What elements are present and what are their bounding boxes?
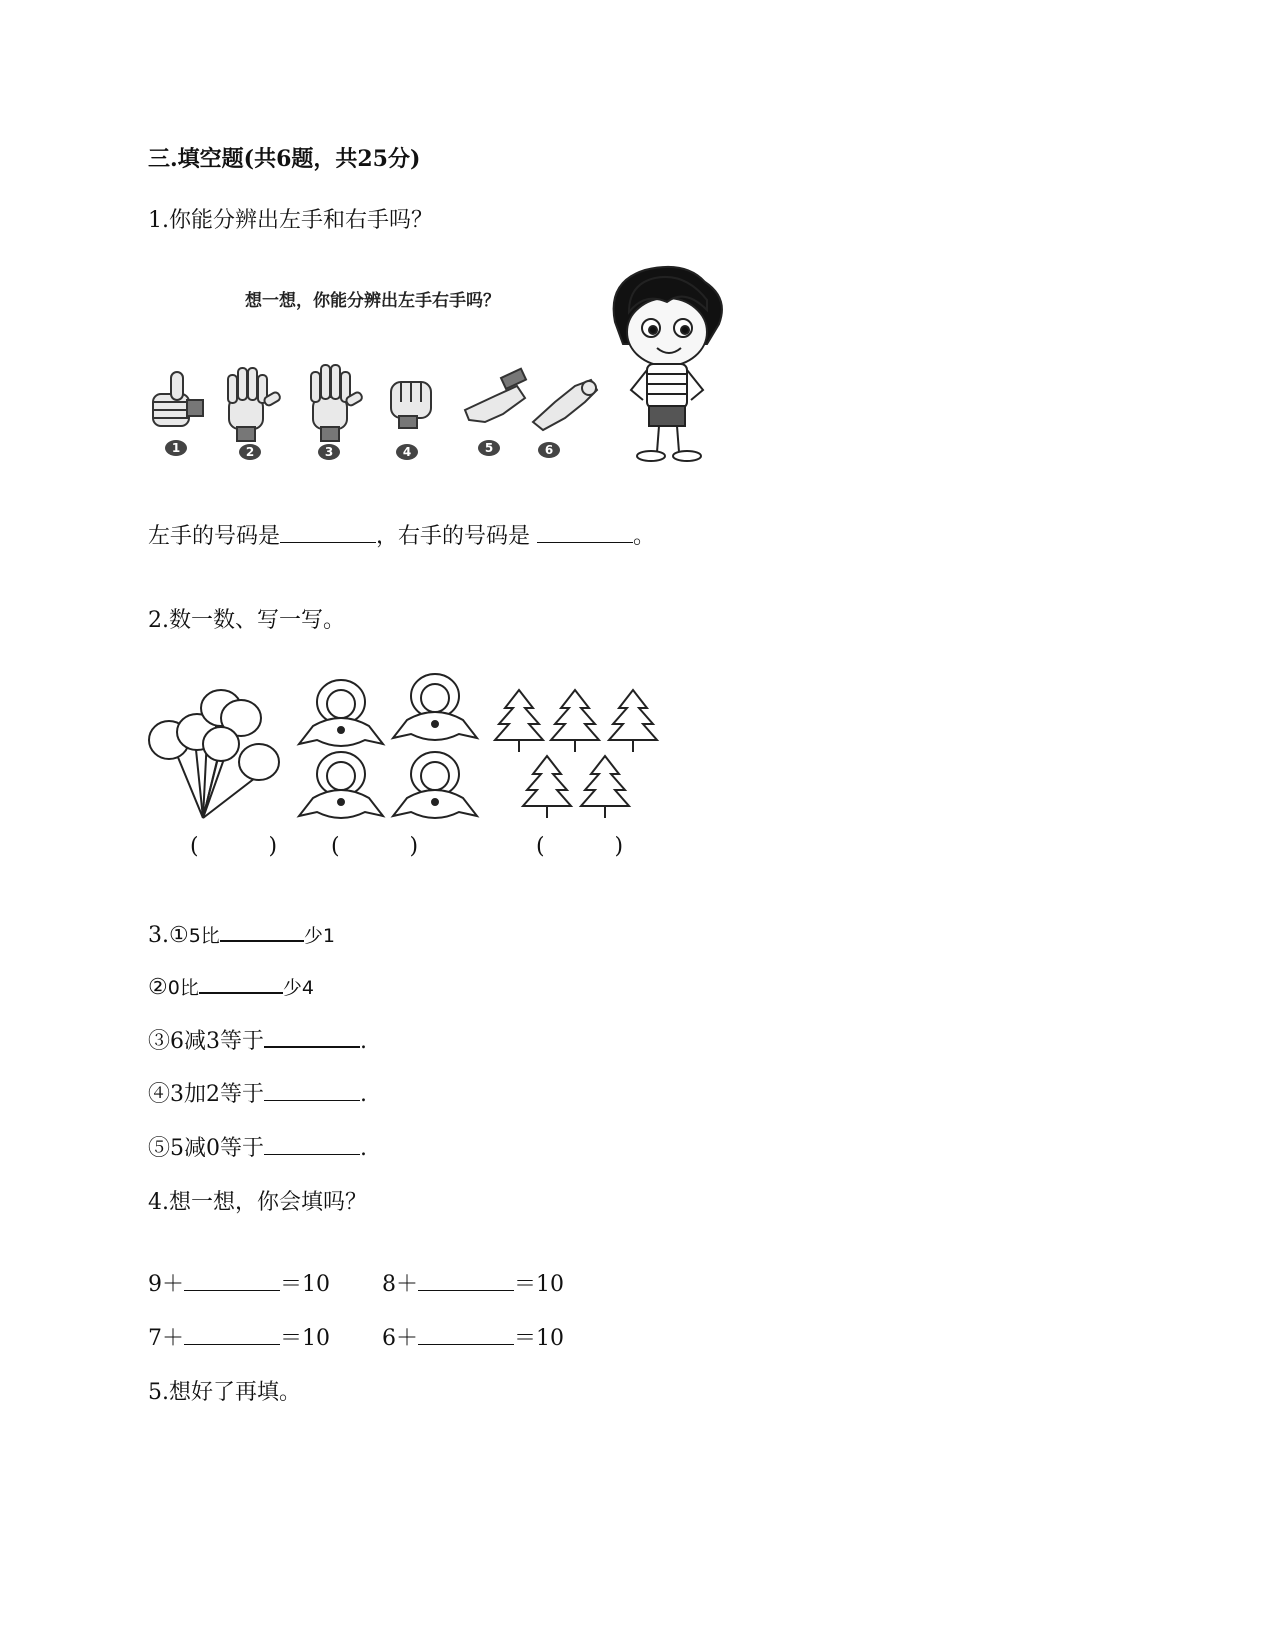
q2-prompt: 2.数一数、写一写。 [148, 608, 345, 633]
hand-number-2: 2 [245, 445, 255, 459]
q3-item-5-suffix: . [360, 1136, 368, 1161]
q3-item-1 [148, 920, 335, 951]
left-hand-label: 左手的号码是 [148, 524, 281, 549]
q3-item-1-suffix: 少1 [303, 925, 335, 947]
hand-number-4: 4 [402, 445, 412, 459]
q3-item-1-blank[interactable] [220, 920, 304, 942]
tree-icon-2 [551, 690, 599, 752]
equation-3-right: ＝10 [280, 1326, 330, 1351]
q3-item-4-number: ④ [148, 1082, 171, 1107]
q3-item-3 [148, 1026, 367, 1057]
q3-item-3-blank[interactable] [264, 1026, 360, 1048]
equation-1-left: 9＋ [148, 1272, 184, 1297]
doll-icon-1 [299, 680, 383, 746]
tree-icon-4 [523, 756, 571, 818]
hand-number-3: 3 [324, 445, 334, 459]
q3-item-3-text: 6减3等于 [170, 1029, 265, 1054]
equation-2-right: ＝10 [514, 1272, 564, 1297]
q3-item-4-text: 3加2等于 [170, 1082, 265, 1107]
equation-1-blank[interactable] [184, 1270, 280, 1291]
equation-2 [382, 1270, 564, 1300]
left-hand-answer-blank[interactable] [280, 522, 376, 543]
tree-count-bracket[interactable]: ( ) [536, 834, 624, 859]
balloon-count-bracket[interactable]: ( ) [190, 834, 278, 859]
hand-number-6: 6 [544, 443, 554, 457]
figure-caption: 想一想，你能分辨出左手右手吗？ [245, 291, 500, 311]
hands-figure [145, 262, 765, 484]
q3-item-5-number: ⑤ [148, 1136, 171, 1161]
q3-item-4-suffix: . [360, 1082, 368, 1107]
open-hand-icon [228, 368, 281, 441]
ok-hand-icon [533, 380, 597, 430]
equation-3-blank[interactable] [184, 1324, 280, 1345]
q3-item-5-text: 5减0等于 [170, 1136, 265, 1161]
q3-item-4-blank[interactable] [264, 1080, 360, 1101]
tree-icon-3 [609, 690, 657, 752]
cartoon-boy-icon [614, 267, 722, 461]
hand-number-1: 1 [171, 441, 181, 455]
right-hand-label: ，右手的号码是 [376, 524, 538, 549]
equation-4-right: ＝10 [514, 1326, 564, 1351]
equation-1-right: ＝10 [280, 1272, 330, 1297]
q3-item-3-number: ③ [148, 1029, 171, 1054]
equation-3 [148, 1324, 330, 1354]
equation-4-blank[interactable] [418, 1324, 514, 1345]
sentence-end-mark: 。 [633, 524, 656, 549]
equation-4-left: 6＋ [382, 1326, 418, 1351]
section-title: 三.填空题(共6题，共25分) [148, 146, 421, 172]
q1-answer-line [148, 522, 655, 552]
q3-item-1-number: 3.① [148, 923, 189, 948]
right-hand-answer-blank[interactable] [537, 522, 633, 543]
doll-icon-3 [299, 752, 383, 818]
q5-prompt: 5.想好了再填。 [148, 1380, 301, 1405]
equation-4 [382, 1324, 564, 1354]
q3-item-2-text: 0比 [167, 977, 199, 999]
open-hand-icon-2 [311, 365, 363, 441]
q3-item-1-text: 5比 [188, 925, 220, 947]
q3-item-2 [148, 972, 314, 1003]
counting-figure [145, 680, 685, 850]
equation-2-blank[interactable] [418, 1270, 514, 1291]
equation-1 [148, 1270, 330, 1300]
q3-item-4 [148, 1080, 367, 1110]
hand-thumbs-up-icon [153, 372, 203, 426]
q4-prompt: 4.想一想，你会填吗？ [148, 1190, 367, 1215]
doll-icon-2 [393, 674, 477, 740]
hand-number-5: 5 [484, 441, 494, 455]
tree-icon-5 [581, 756, 629, 818]
q3-item-5 [148, 1134, 367, 1164]
q3-item-2-blank[interactable] [199, 972, 283, 994]
equation-3-left: 7＋ [148, 1326, 184, 1351]
doll-icon-4 [393, 752, 477, 818]
fist-icon [391, 382, 431, 428]
equation-2-left: 8＋ [382, 1272, 418, 1297]
q3-item-2-number: ② [148, 975, 168, 1000]
q1-prompt: 1.你能分辨出左手和右手吗？ [148, 208, 433, 233]
pointing-hand-icon [465, 369, 526, 422]
q3-item-5-blank[interactable] [264, 1134, 360, 1155]
doll-count-bracket[interactable]: ( ) [331, 834, 419, 859]
balloons-icon [149, 690, 279, 818]
tree-icon-1 [495, 690, 543, 752]
hands-illustration [145, 262, 765, 484]
q3-item-2-suffix: 少4 [282, 977, 314, 999]
q3-item-3-suffix: . [360, 1029, 368, 1054]
